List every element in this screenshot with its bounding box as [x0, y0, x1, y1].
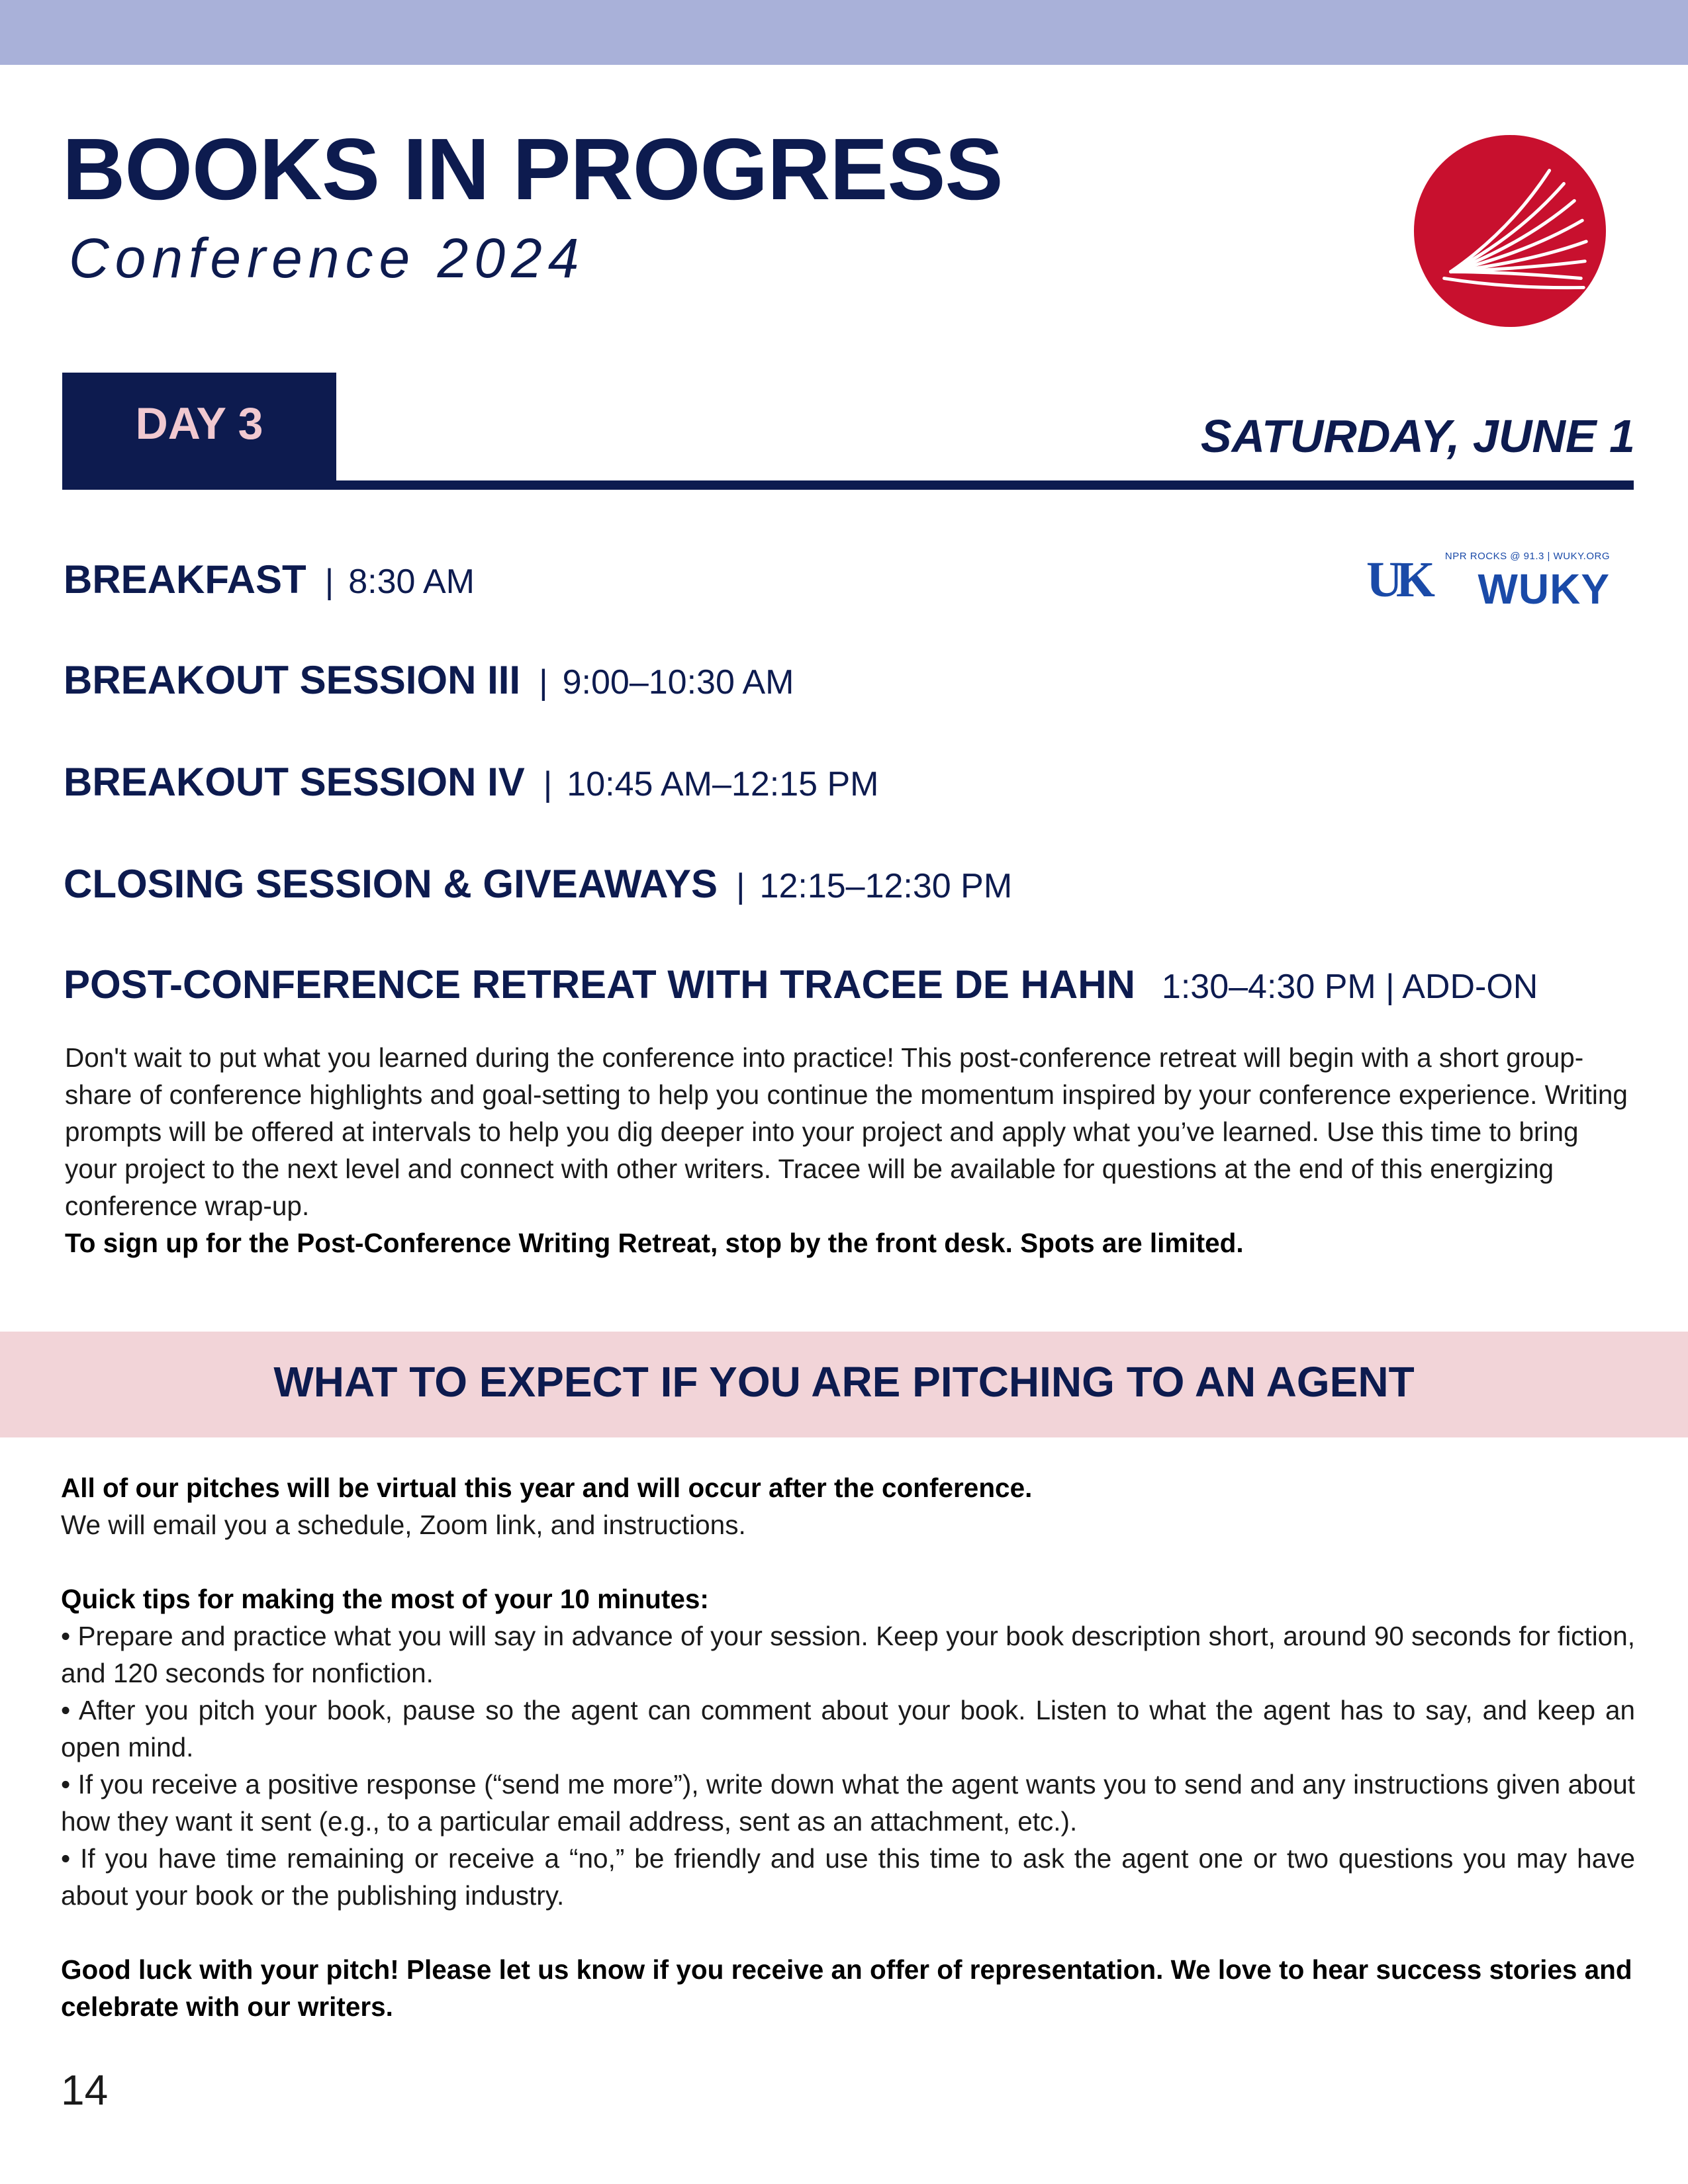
pitching-closing: Good luck with your pitch! Please let us know if you receive an offer of representation. We love to hear success stories and celebrate with our writers.	[61, 1954, 1632, 2022]
schedule-separator: |	[543, 765, 553, 803]
header-rule	[62, 480, 1634, 490]
schedule-item-time: 9:00–10:30 AM	[562, 663, 794, 702]
schedule-item-closing	[64, 864, 1012, 904]
retreat-signup-note: To sign up for the Post-Conference Writing Retreat, stop by the front desk. Spots are limited.	[65, 1228, 1244, 1258]
pitching-intro-bold: All of our pitches will be virtual this year and will occur after the conference.	[61, 1473, 1033, 1503]
schedule-separator: |	[324, 563, 334, 601]
pitching-heading: WHAT TO EXPECT IF YOU ARE PITCHING TO AN AGENT	[273, 1358, 1415, 1406]
sponsor-tagline: NPR ROCKS @ 91.3 | WUKY.ORG	[1444, 551, 1610, 562]
day-date: SATURDAY, JUNE 1	[1200, 410, 1635, 462]
schedule-item-breakfast	[64, 557, 475, 602]
schedule-item-breakout-3	[64, 660, 794, 700]
pitching-tips	[61, 1580, 1635, 1914]
schedule-item-time: 12:15–12:30 PM	[759, 867, 1013, 905]
schedule-separator: |	[539, 663, 548, 702]
pitching-intro-text: We will email you a schedule, Zoom link, and instructions.	[61, 1510, 746, 1540]
schedule-item-breakout-4	[64, 762, 879, 802]
schedule-item-time: 8:30 AM	[348, 563, 475, 601]
page-title: BOOKS IN PROGRESS	[62, 120, 1003, 218]
tip-item: • Prepare and practice what you will say in advance of your session. Keep your book description short, around 90 seconds for fiction, and 120 seconds for nonfiction.	[61, 1621, 1635, 1688]
sponsor-name: WUKY	[1477, 565, 1610, 613]
schedule-item-name: CLOSING SESSION & GIVEAWAYS	[64, 862, 718, 906]
retreat-description: Don't wait to put what you learned during the conference into practice! This post-conference retreat will begin with a short group-share of conference highlights and goal-setting to help you continue the momentum inspired by your conference experience. Writing prompts will be offered at intervals to help you dig deeper into your project and apply what you’ve learned. Use this time to bring your project to the next level and connect with other writers. Tracee will be available for questions at the end of this energizing conference wrap-up.	[65, 1042, 1628, 1221]
schedule-item-name: BREAKOUT SESSION IV	[64, 760, 525, 804]
top-band	[0, 0, 1688, 65]
page-number: 14	[61, 2066, 109, 2114]
schedule-item-time: 10:45 AM–12:15 PM	[567, 765, 879, 803]
day-label: DAY 3	[135, 398, 263, 449]
retreat-description-block	[65, 1039, 1634, 1261]
tip-item: • If you receive a positive response (“send me more”), write down what the agent wants you to send and any instructions given about how they want it sent (e.g., to a particular email address, sent as an attachment, etc.).	[61, 1769, 1635, 1837]
tip-item: • After you pitch your book, pause so the agent can comment about your book. Listen to what the agent has to say, and keep an open mind.	[61, 1695, 1635, 1762]
schedule-item-name: BREAKFAST	[64, 557, 306, 602]
tips-heading: Quick tips for making the most of your 10 minutes:	[61, 1584, 709, 1614]
schedule-item-retreat	[64, 962, 1538, 1007]
sponsor-logo	[1366, 551, 1610, 613]
tip-item: • If you have time remaining or receive a “no,” be friendly and use this time to ask the agent one or two questions you may have about your book or the publishing industry.	[61, 1843, 1635, 1911]
schedule-separator: |	[736, 867, 745, 905]
uk-mark: UK	[1366, 552, 1429, 608]
open-book-icon	[1411, 132, 1609, 330]
pitching-intro	[61, 1469, 1635, 1543]
schedule-item-time: 1:30–4:30 PM | ADD-ON	[1161, 968, 1538, 1006]
schedule-item-name: POST-CONFERENCE RETREAT WITH TRACEE DE HAHN	[64, 962, 1135, 1007]
page-subtitle: Conference 2024	[69, 227, 585, 289]
schedule-item-name: BREAKOUT SESSION III	[64, 658, 521, 702]
